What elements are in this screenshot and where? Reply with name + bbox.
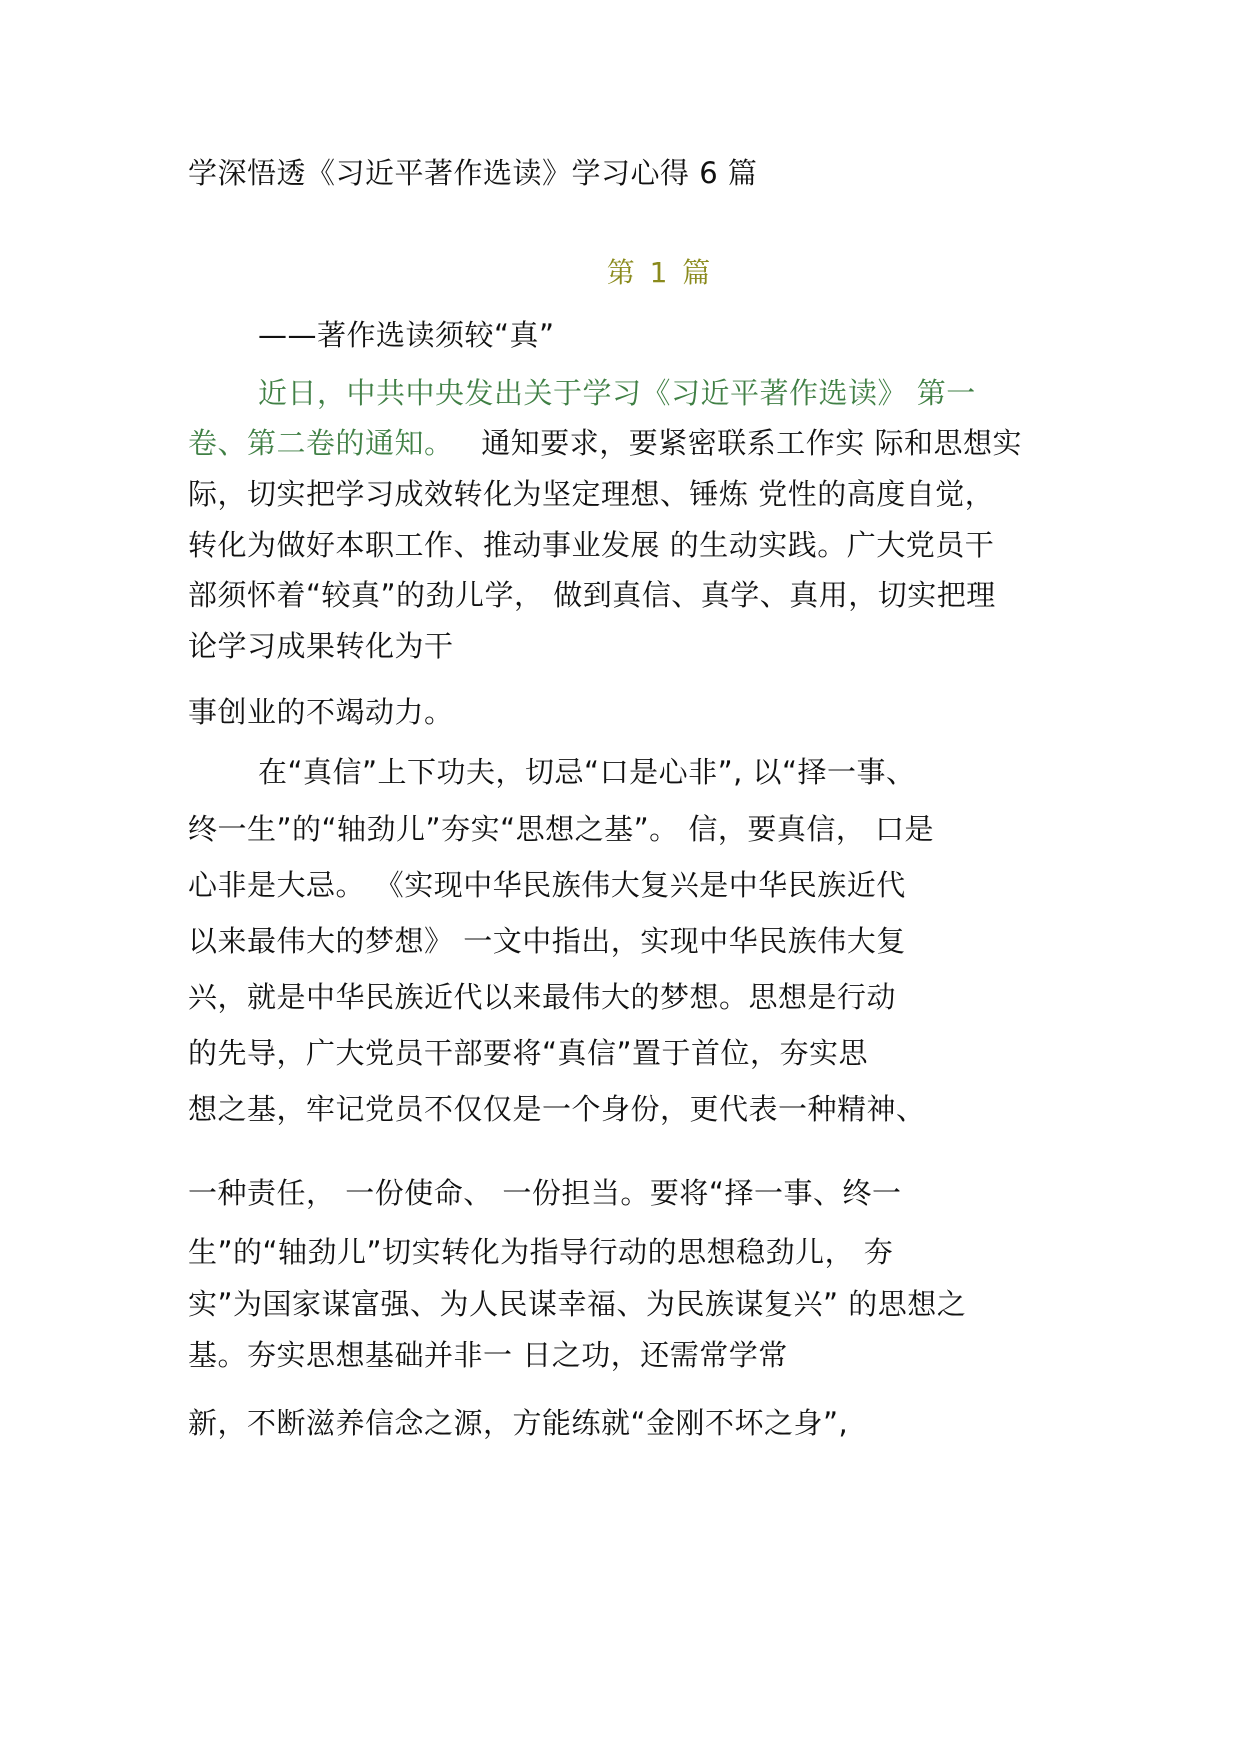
document-title: 学深悟透《习近平著作选读》学习心得 6 篇 bbox=[188, 156, 758, 190]
body-line: 终一生”的“轴劲儿”夯实“思想之基”。 信，要真信， 口是 bbox=[188, 812, 935, 846]
body-line: 在“真信”上下功夫，切忌“口是心非”, 以“择一事、 bbox=[258, 755, 916, 789]
body-line: 论学习成果转化为干 bbox=[188, 629, 454, 663]
body-line bbox=[258, 376, 976, 410]
body-line: 以来最伟大的梦想》 一文中指出，实现中华民族伟大复 bbox=[188, 924, 906, 958]
body-line: 生”的“轴劲儿”切实转化为指导行动的思想稳劲儿， 夯 bbox=[188, 1235, 894, 1269]
body-line: 事创业的不竭动力。 bbox=[188, 695, 454, 729]
body-line: 部须怀着“较真”的劲儿学， 做到真信、真学、真用，切实把理 bbox=[188, 578, 996, 612]
body-line: 兴，就是中华民族近代以来最伟大的梦想。思想是行动 bbox=[188, 980, 897, 1014]
body-line: 想之基，牢记党员不仅仅是一个身份，更代表一种精神、 bbox=[188, 1092, 926, 1126]
section-subtitle: ——著作选读须较“真” bbox=[258, 318, 555, 352]
highlight-text: 卷、第二卷的通知。 bbox=[188, 426, 454, 460]
body-line: 一种责任， 一份使命、 一份担当。要将“择一事、终一 bbox=[188, 1176, 902, 1210]
body-line: 际，切实把学习成效转化为坚定理想、锤炼 党性的高度自觉， bbox=[188, 477, 995, 511]
body-line: 卷、第二卷的通知。 通知要求，要紧密联系工作实 际和思想实 bbox=[188, 426, 1022, 460]
body-line: 心非是大忌。 《实现中华民族伟大复兴是中华民族近代 bbox=[188, 868, 906, 902]
body-line: 新，不断滋养信念之源，方能练就“金刚不坏之身”, bbox=[188, 1406, 849, 1440]
body-line: 转化为做好本职工作、推动事业发展 的生动实践。广大党员干 bbox=[188, 528, 995, 562]
section-heading: 第 1 篇 bbox=[606, 256, 714, 289]
body-line: 实”为国家谋富强、为人民谋幸福、为民族谋复兴” 的思想之 bbox=[188, 1287, 967, 1321]
body-line: 基。夯实思想基础并非一 日之功，还需常学常 bbox=[188, 1338, 788, 1372]
body-line: 的先导，广大党员干部要将“真信”置于首位，夯实思 bbox=[188, 1036, 869, 1070]
highlight-text: 近日，中共中央发出关于学习《习近平著作选读》 第一 bbox=[258, 376, 976, 410]
